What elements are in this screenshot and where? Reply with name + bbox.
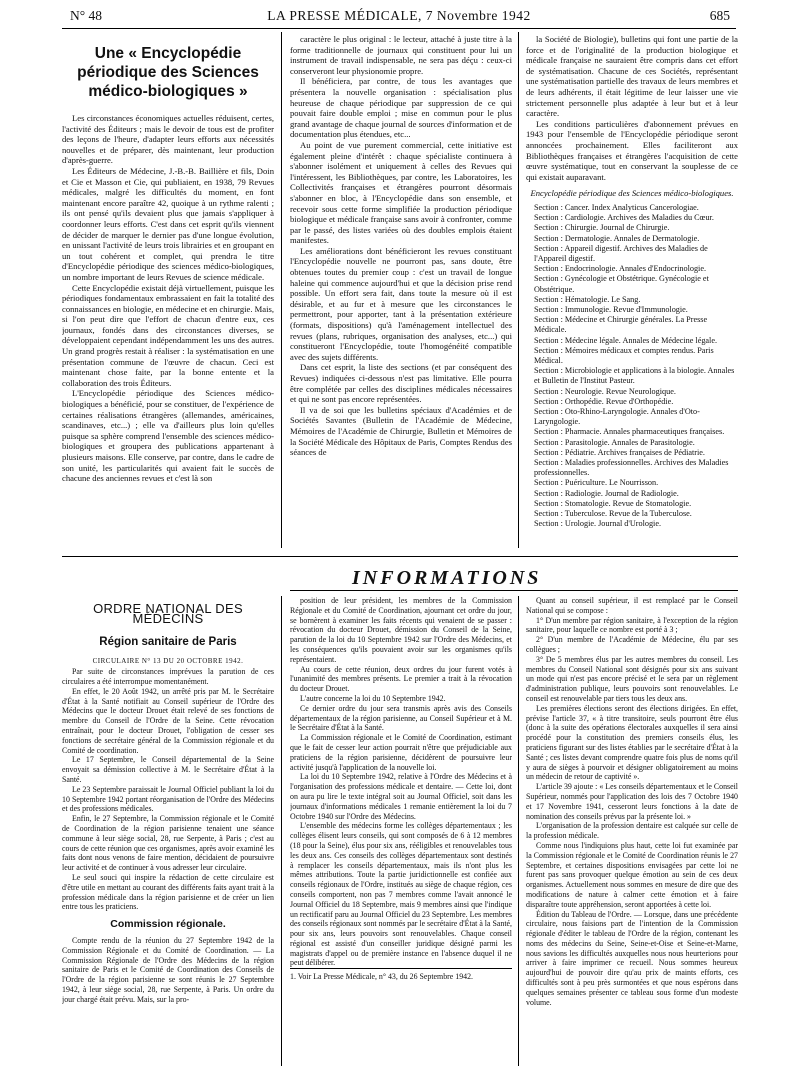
info-paragraph: Le 17 Septembre, le Conseil départemental de la Seine envoyait sa démission collective à M. le Secrétaire d'État à la Santé. (62, 755, 274, 784)
ordre-heading: ORDRE NATIONAL DES MÉDECINS (93, 601, 243, 626)
section-list-item: Section : Microbiologie et applications à la biologie. Annales et Bulletin de l'Institut Pasteur. (534, 366, 735, 386)
section-list-item: Section : Pharmacie. Annales pharmaceutiques françaises. (534, 427, 725, 437)
section-list-item: Section : Chirurgie. Journal de Chirurgie. (534, 223, 670, 233)
circulaire-line: CIRCULAIRE N° 13 DU 20 OCTOBRE 1942. (92, 657, 244, 666)
article-paragraph: Les Éditeurs de Médecine, J.-B.-B. Baillière et fils, Doin et Cie et Masson et Cie, qui publiaient, en 1938, 79 Revues médicales, malgré les difficultés du moment, en font maintenant encore paraître 42, quoique à un rythme ralenti ; ils ont pensé qu'ils devaient plus que jamais s'appliquer à coordonner leurs efforts. C'est dans cet esprit qu'ils viennent de décider de marquer le dernier pas d'une longue évolution, en unissant l'activité de leurs trois librairies et en groupant en un tout cohérent et complet, qui prendra le titre d'Encyclopédie périodique des sciences médico-biologiques, un nombre important de leurs Revues de science médicale. (62, 165, 274, 282)
article-column-2 (290, 34, 512, 550)
info-paragraph: 3° De 5 membres élus par les autres membres du conseil. Les membres du Conseil National sont désignés pour six ans suivant un mode qui n'est pas encore précisé et le sera par un règlement d'administration publique, leurs pouvoirs sont renouvelables. Le conseil est renouvelable par tiers tous les deux ans. (526, 654, 738, 703)
section-list-item: Section : Mémoires médicaux et comptes rendus. Paris Médical. (534, 345, 714, 365)
encyclopedia-title: Encyclopédie périodique des Sciences médico-biologiques. (530, 188, 734, 199)
section-list-item: Section : Appareil digestif. Archives des Maladies de l'Appareil digestif. (534, 243, 708, 263)
info-paragraph: Les premières élections seront des élections dirigées. En effet, prévise l'article 37, « à titre transitoire, seuls pourront être élus (donc à la suite des opérations électorales auxquelles il sera ainsi procédé pour la constitution des premiers conseils élus, les praticiens figurant sur des listes établies par le secrétaire d'État à la Santé ; ces listes devant comprendre quatre fois plus de noms qu'il y aura de sièges à pourvoir et désigner obligatoirement au moins un médecin de retour de captivité ». (526, 703, 738, 782)
section-list-item: Section : Urologie. Journal d'Urologie. (534, 519, 661, 529)
section-list-item: Section : Stomatologie. Revue de Stomatologie. (534, 498, 692, 508)
section-list-item: Section : Maladies professionnelles. Archives des Maladies professionnelles. (534, 457, 729, 478)
info-paragraph: Enfin, le 27 Septembre, la Commission régionale et le Comité de Coordination de la région parisienne tenaient une séance commune à leur siège social, 28, rue Serpente, à Paris ; c'est au cours de cette réunion que ces organismes, après avoir examiné les faits dont nous venons de faire mention, décidaient de poursuivre leur activité et de continuer à vous adresser leur circulaire. (62, 814, 274, 873)
info-paragraph: Quant au conseil supérieur, il est remplacé par le Conseil National qui se compose : (526, 596, 738, 615)
info-paragraph: L'autre concerne la loi du 10 Septembre 1942. (300, 693, 446, 703)
section-list-item: Section : Cardiologie. Archives des Maladies du Cœur. (534, 213, 714, 223)
info-column-3 (526, 596, 738, 1072)
info-paragraph: En effet, le 20 Août 1942, un arrêté pris par M. le Secrétaire d'État à la Santé notifiait au Conseil supérieur de l'Ordre des Médecins que le docteur Drouet était relevé de ses fonctions de membre du Conseil de l'Ordre de la Seine. Cette révocation entraînait, pour le docteur Drouet, l'obligation de cesser ses fonctions de secrétaire général de la Commission régionale et du Comité de coordination. (62, 686, 274, 755)
info-column-2 (290, 596, 512, 1072)
column-divider (281, 32, 282, 548)
section-list-item: Section : Orthopédie. Revue d'Orthopédie. (534, 396, 674, 406)
info-paragraph: Le 23 Septembre paraissait le Journal Officiel publiant la loi du 10 Septembre 1942 portant réorganisation de l'Ordre des Médecins et des professions médicales. (62, 784, 274, 814)
page-number: 685 (709, 8, 730, 23)
article-paragraph: Il bénéficiera, par contre, de tous les avantages que présentera la nouvelle organisation : spécialisation plus heureuse de chaque périodique par suppression de ce qui pouvait faire double emploi ; mise en commun pour le plus grand avantage de chaque journal de sources d'information et de documentation plus étendues, etc... (290, 76, 512, 140)
section-list-item: Section : Médecine et Chirurgie générales. La Presse Médicale. (534, 315, 708, 335)
commission-heading: Commission régionale. (110, 918, 226, 931)
article-paragraph: Dans cet esprit, la liste des sections (et par conséquent des Revues) indiquées ci-dessous n'est pas limitative. Elle pourra être complétée par celles des disciplines médicales nécessaires et qui ne sont pas encore représentées. (290, 362, 512, 405)
section-list-item: Section : Cancer. Index Analyticus Cancerologiae. (534, 202, 699, 212)
section-list-item: Section : Dermatologie. Annales de Dermatologie. (534, 233, 700, 243)
article-column-1 (62, 40, 274, 550)
info-paragraph: Par suite de circonstances imprévues la parution de ces circulaires a été interrompue momentanément. (62, 667, 274, 686)
article-paragraph: Les conditions particulières d'abonnement prévues en 1943 pour l'ensemble de l'Encyclopédie périodique seront annoncées prochainement. Elles faciliteront aux Bibliothèques françaises et étrangères l'acquisition de cette œuvre systématique, tout en conservant la souplesse de ce qui existait auparavant. (526, 118, 738, 182)
info-paragraph: La Commission régionale et le Comité de Coordination, estimant que le fait de cesser leur action pourrait n'être que préjudiciable aux praticiens de la région parisienne, décidèrent de poursuivre leur activité jusqu'à l'application de la nouvelle loi. (290, 733, 512, 772)
column-divider (518, 596, 519, 1066)
info-paragraph: position de leur président, les membres de la Commission Régionale et du Comité de Coordination, ajournant cet ordre du jour, se bornèrent à examiner les faits récents qui venaient de se passer : révocation du docteur Drouet, démission du Conseil de la Seine, parution de la loi du 10 Septembre 1942 sur l'Ordre des Médecins, et les conséquences qu'ils pouvaient avoir sur les organismes qu'ils représentaient. (290, 596, 512, 664)
section-list-item: Section : Puériculture. Le Nourrisson. (534, 478, 659, 488)
article-paragraph: Les améliorations dont bénéficieront les revues constituant l'Encyclopédie nouvelle ne pourront pas, sans doute, être obtenues toutes du premier coup : c'est un travail de longue haleine qui commence aujourd'hui et que la décision prise rend possible. Un effort sera fait, dans toute la mesure où il est désirable, et au fur et à mesure que les circonstances le permettront, pour apporter, tant à la présentation extérieure (formats, dispositions) qu'à l'aménagement intellectuel des revues (plans, rubriques, organisation des analyses, etc...) qui constitueront l'Encyclopédie, toute l'homogénéité compatible avec des sujets différents. (290, 245, 512, 362)
info-paragraph: 1° D'un membre par région sanitaire, à l'exception de la région sanitaire, pour laquelle ce nombre est porté à 3 ; (526, 615, 738, 635)
section-list-item: Section : Gynécologie et Obstétrique. Gynécologie et Obstétrique. (534, 274, 709, 294)
section-list-item: Section : Endocrinologie. Annales d'Endocrinologie. (534, 264, 707, 274)
section-list-item: Section : Immunologie. Revue d'Immunologie. (534, 304, 688, 314)
info-paragraph: L'organisation de la profession dentaire est calquée sur celle de la profession médicale. (526, 821, 738, 841)
section-list-item: Section : Parasitologie. Annales de Parasitologie. (534, 437, 695, 447)
commission-paragraph: Compte rendu de la réunion du 27 Septembre 1942 de la Commission Régionale et du Comité de Coordination. — La Commission Régionale de l'Ordre des Médecins de la région sanitaire de Paris et le Comité de Coordination des Conseils de l'Ordre de la région parisienne se sont réunis le 27 Septembre 1942, à leur siège social, 28, rue Serpente, à Paris. Un ordre du jour chargé était prévu. Mais, sur la pro- (62, 935, 274, 1004)
info-paragraph: Édition du Tableau de l'Ordre. — Lorsque, dans une précédente circulaire, nous faisions part de l'intention de la Commission régionale d'éditer le tableau de l'Ordre de la région, contenant les noms des médecins du Seine, Seine-et-Oise et Seine-et-Marne, nous savions les difficultés auxquelles nous nous heurterions pour arriver à faire imprimer ce recueil. Nous sommes heureux aujourd'hui de pouvoir dire qu'au prix de maints efforts, ces difficultés sont à peu près surmontées et que nous espérons dans quelques semaines présenter ce tableau sous forme d'un modeste volume. (526, 909, 738, 1007)
section-list-item: Section : Neurologie. Revue Neurologique. (534, 386, 676, 396)
article-paragraph: caractère le plus original : le lecteur, attaché à juste titre à la forme traditionnelle de journaux qui constituent pour lui un instrument de travail indispensable, ne sera pas déçu : ceux-ci conserveront leur physionomie propre. (290, 34, 512, 76)
column-divider (281, 596, 282, 1066)
section-list-item: Section : Radiologie. Journal de Radiologie. (534, 488, 679, 498)
info-paragraph: La loi du 10 Septembre 1942, relative à l'Ordre des Médecins et à l'organisation des professions médicale et dentaire. — Cette loi, dont on aura pu lire le texte intégral soit au Journal Officiel, soit dans les journaux d'informations médicales 1 remanie entièrement la loi du 7 Octobre 1940 sur l'Ordre des Médecins. (290, 772, 512, 821)
info-paragraph: Au cours de cette réunion, deux ordres du jour furent votés à l'unanimité des membres présents. Le premier a trait à la révocation du docteur Drouet. (290, 664, 512, 694)
info-column-1 (62, 598, 274, 1072)
section-list-item: Section : Oto-Rhino-Laryngologie. Annales d'Oto-Laryngologie. (534, 406, 700, 427)
issue-number: N° 48 (70, 8, 103, 23)
info-paragraph: L'article 39 ajoute : « Les conseils départementaux et le Conseil Supérieur, nommés pour l'application des lois des 7 Octobre 1940 et 17 Novembre 1941, cesseront leurs fonctions à la date de nomination des conseils prévus par la présente loi. » (526, 782, 738, 821)
section-list-item: Section : Médecine légale. Annales de Médecine légale. (534, 335, 718, 345)
article-column-3 (526, 34, 738, 550)
info-paragraph: L'ensemble des médecins forme les collèges départementaux ; les collèges élisent leurs conseils, qui sont composés de 6 à 12 membres (18 pour la Seine), élus pour six ans, rééligibles et renouvelables tous les deux ans. Ces conseils des collèges départementaux sont destinés à remplacer les conseils départementaux, mais ils n'ont plus les mêmes attributions. Toute la partie juridictionnelle est confiée aux conseils régionaux de l'Ordre, institués au siège de chaque région, ces conseils comportent, non pas 7 membres comme l'avait annoncé le Journal Officiel du 18 Septembre, mais 9 membres ainsi que l'indique un rectificatif paru au Journal Officiel du 23 Septembre. Les membres des conseils régionaux sont nommés par le secrétaire d'État à la Santé, pour six ans, leurs pouvoirs sont renouvelables. Chaque conseil régional est assisté d'un conseiller juridique désigné parmi les magistrats d'appel ou de première instance en l'absence duquel il ne peut délibérer. (290, 821, 512, 968)
article-paragraph: Les circonstances économiques actuelles réduisent, certes, l'activité des Éditeurs ; mais le devoir de tous est de profiter des leçons de l'heure, d'adapter leurs efforts aux nécessités nouvelles et de préparer, dès maintenant, leur production d'après-guerre. (62, 113, 274, 166)
section-list-item: Section : Pédiatrie. Archives françaises de Pédiatrie. (534, 447, 705, 457)
section-list-item: Section : Hématologie. Le Sang. (534, 294, 641, 304)
footnote: 1. Voir La Presse Médicale, n° 43, du 26 Septembre 1942. (290, 968, 512, 982)
section-rule (62, 556, 738, 557)
info-paragraph: 2° D'un membre de l'Académie de Médecine, élu par ses collègues ; (526, 635, 738, 654)
info-paragraph: Ce dernier ordre du jour sera transmis après avis des Conseils départementaux de la région parisienne, au Conseil Supérieur et à M. le Secrétaire d'État à la Santé. (290, 703, 512, 733)
info-paragraph: Le seul souci qui inspire la rédaction de cette circulaire est d'être utile en mettant au courant des différents faits ayant trait à la profession médicale dans la région parisienne et de créer un lien entre tous les praticiens. (62, 872, 274, 912)
article-paragraph: Au point de vue purement commercial, cette initiative est également pleine d'intérêt : chaque spécialiste continuera à s'abonner isolément et uniquement à celles des Revues qui l'intéressent, les Bibliothèques, par contre, les Laboratoires, les Collectivités françaises et étrangères pourront désormais s'abonner en bloc, à l'Encyclopédie dans son ensemble, et recevoir sous cette forme simplifiée la production périodique biologique et médicale française sans avoir à confronter, comme par le passé, des listes variées où des doubles emplois étaient manifestes. (290, 139, 512, 246)
info-paragraph: Comme nous l'indiquions plus haut, cette loi fut examinée par la Commission régionale et le Comité de Coordination réunis le 27 Septembre, et certaines dispositions envisagées par cette loi ne furent pas sans provoquer quelque émotion au sein de ces deux organismes. Actuellement nous sommes en mesure de dire que des modifications de nature à calmer cette émotion et à faire disparaître toute appréhension, seront apportées à cette loi. (526, 840, 738, 909)
article-paragraph: Cette Encyclopédie existait déjà virtuellement, puisque les périodiques fondamentaux embrassaient en fait la totalité des connaissances en biologie, en médecine et en chirurgie. Mais, si l'on peut dire que l'effort de chacun d'entre eux, ces journaux, fondés dans des circonstances diverses, se développaient cependant indépendamment les uns des autres. Un grand progrès restait à réaliser : la systématisation en une présentation commune de l'œuvre de chacun. Ceci est maintenant chose faite, par la bonne entente et la collaboration des trois Éditeurs. (62, 282, 274, 388)
article-paragraph: L'Encyclopédie périodique des Sciences médico-biologiques a bénéficié, pour se constituer, de l'expérience de certaines réalisations étrangères (allemandes, américaines, scandinaves, etc...) ; elle va d'ailleurs plus loin qu'elles puisque sa sphère comprend l'ensemble des sciences médico-biologiques et groupera des publications appartenant à plusieurs maisons. Elle conserve, par contre, dans le cadre de son unité, les particularités qui avaient fait le succès de chacune des anciennes revues et c'est là son (62, 388, 274, 484)
column-divider (518, 32, 519, 548)
journal-title: LA PRESSE MÉDICALE, 7 Novembre 1942 (267, 8, 531, 23)
page-header (62, 6, 736, 29)
article-title: Une « Encyclopédie périodique des Sciences médico-biologiques » (77, 45, 259, 100)
article-paragraph: la Société de Biologie), bulletins qui font une partie de la force et de l'originalité de la production biologique et médicale française ne sauraient être compris dans cet effort de systématisation. Chacune de ces Sociétés, représentant une systématisation partielle des travaux de leurs membres et de leurs adhérents, il était légitime de leur laisser une vie strictement personnelle plus adaptée à leur but et à leur caractère. (526, 34, 738, 119)
section-list-item: Section : Tuberculose. Revue de la Tuberculose. (534, 509, 692, 518)
article-paragraph: Il va de soi que les bulletins spéciaux d'Académies et de Sociétés Savantes (Bulletin de l'Académie de Médecine, Mémoires de l'Académie de Chirurgie, Bulletin et Mémoires de la Société Médicale des Hôpitaux de Paris, Comptes Rendus des séances de (290, 404, 512, 458)
section-rule (290, 590, 738, 591)
informations-heading: INFORMATIONS (352, 567, 542, 589)
region-heading: Région sanitaire de Paris (99, 635, 237, 648)
